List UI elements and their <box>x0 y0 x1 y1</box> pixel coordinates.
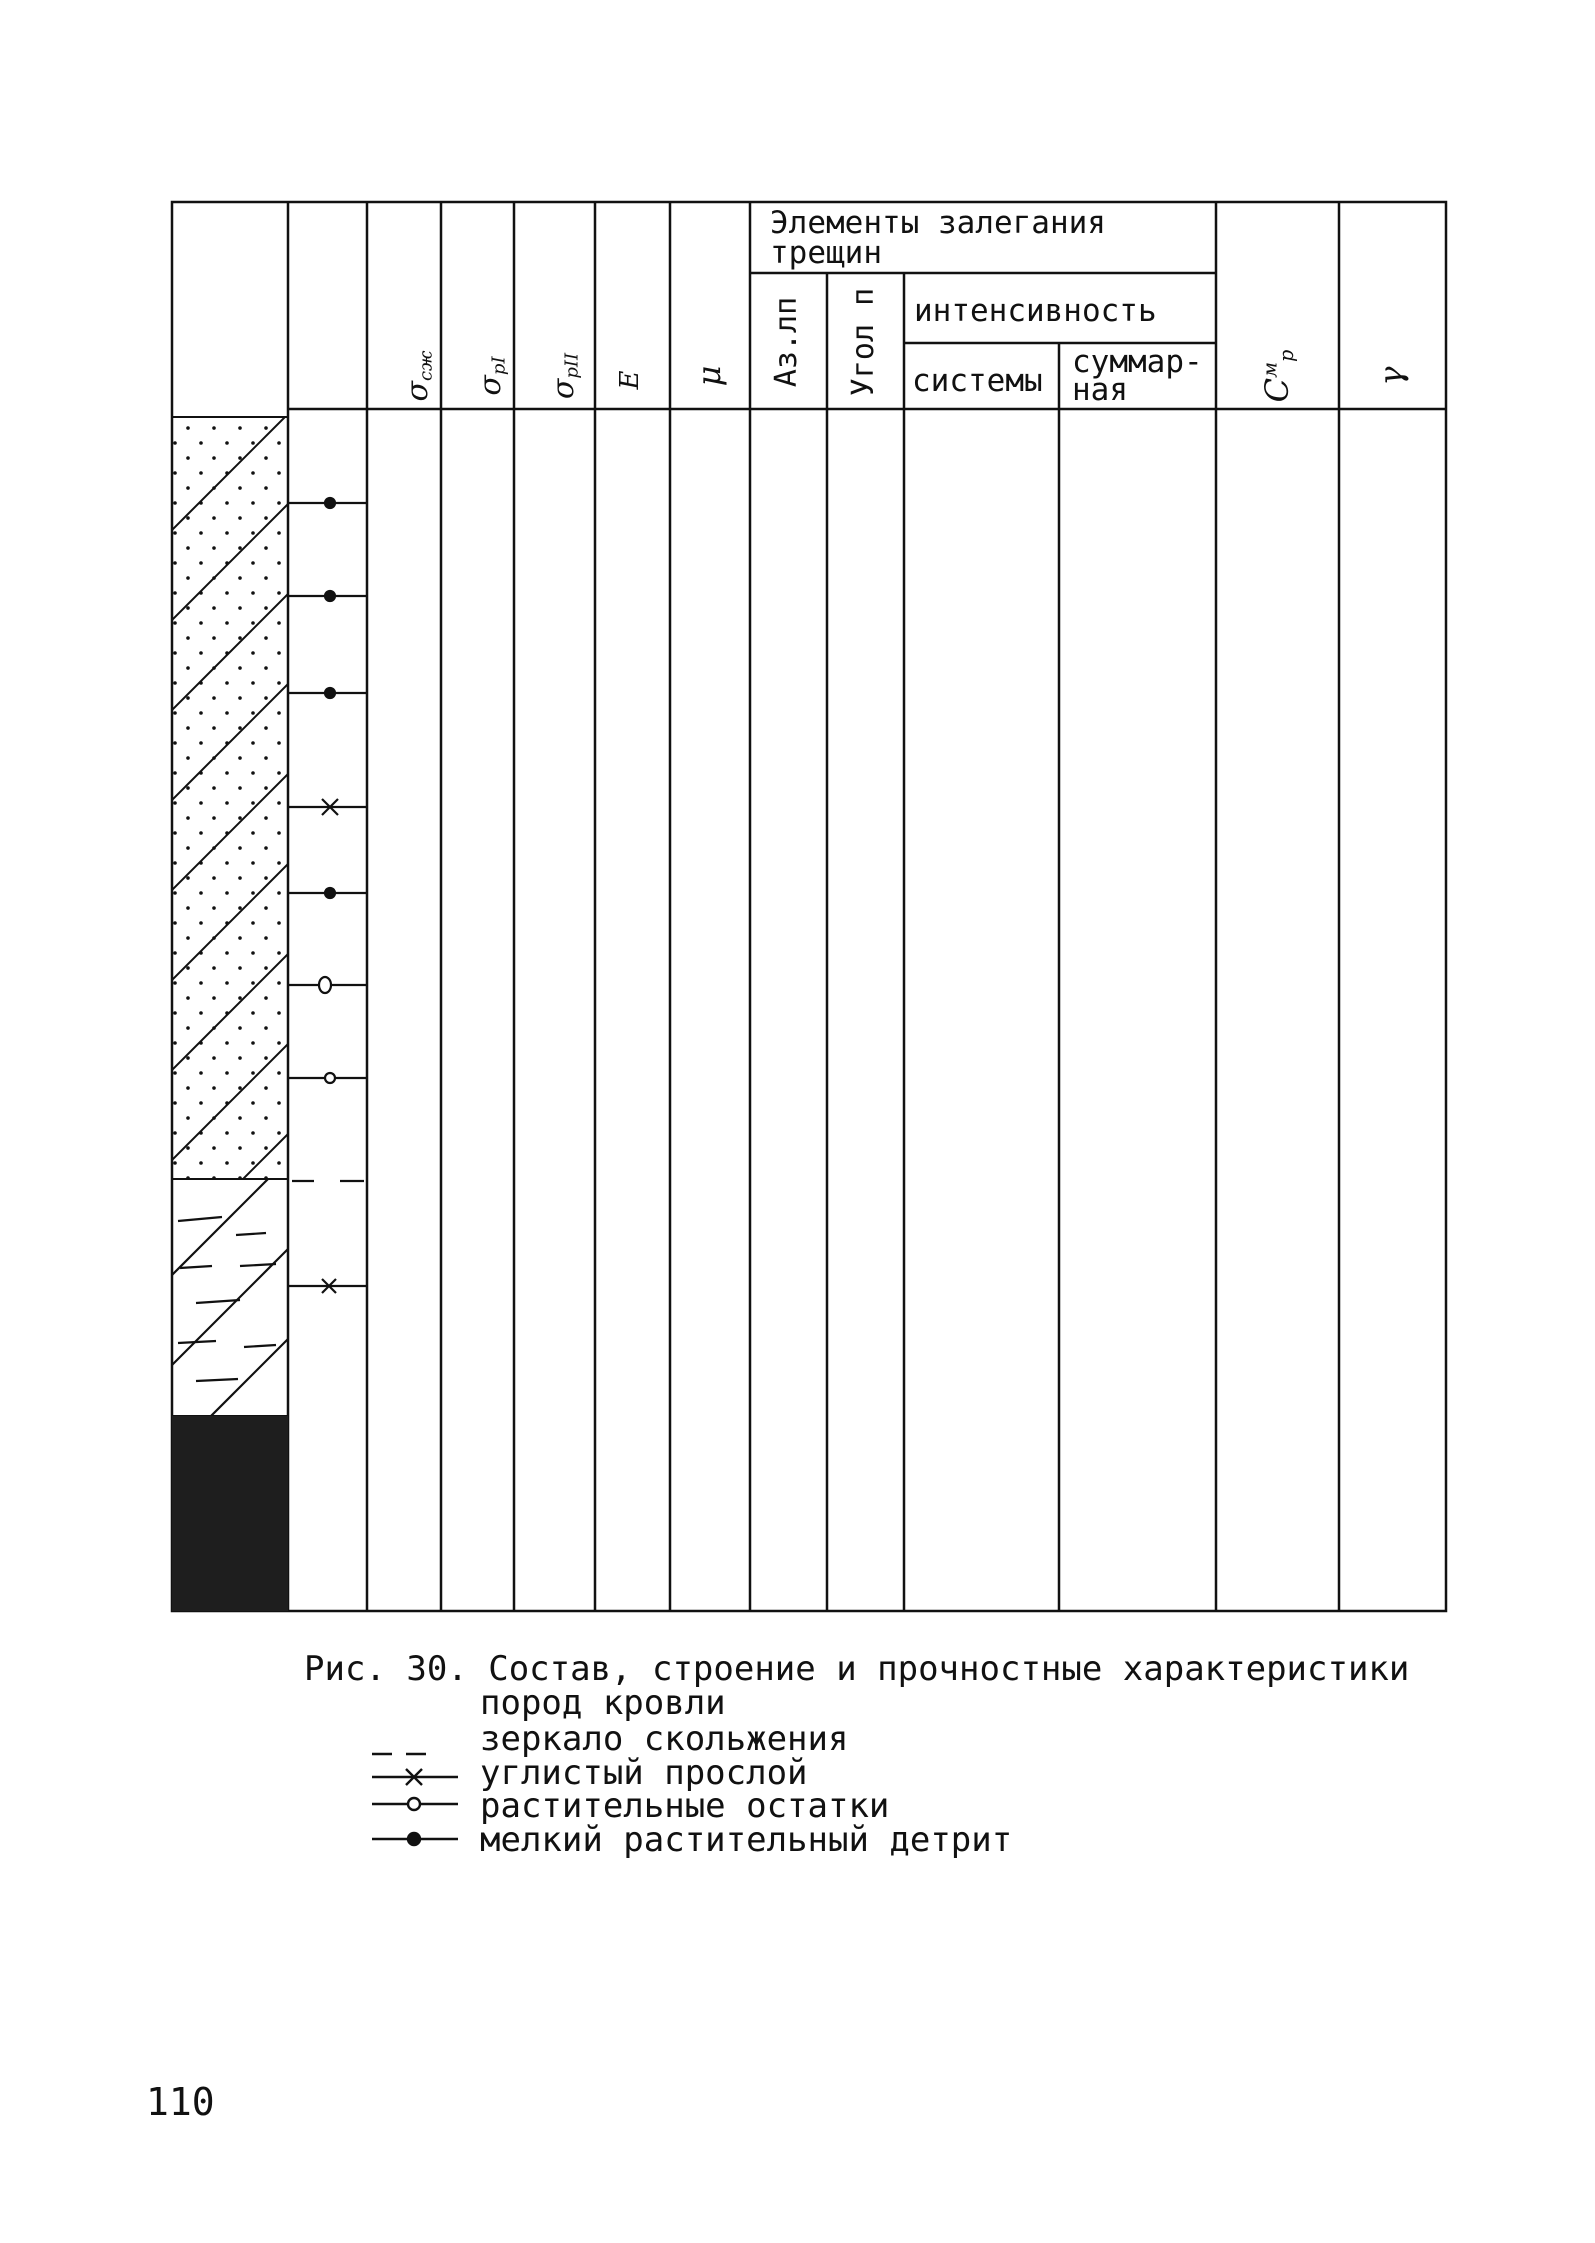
page-number: 110 <box>146 2080 215 2124</box>
header-modulus: E <box>615 370 645 390</box>
siltstone-layer <box>172 1159 288 1455</box>
header-sigma-compression: $\sigma_{сж}$ <box>400 350 437 402</box>
legend-label-slickenside: зеркало скольжения <box>480 1719 849 1759</box>
header-poisson: μ <box>690 365 728 387</box>
legend-label-plant-remains: растительные остатки <box>480 1786 890 1826</box>
legend-symbols <box>372 1754 458 1845</box>
header-fracture-elements-group: Элементы залегания трещин <box>770 205 1106 271</box>
figure-caption-line1: Рис. 30. Состав, строение и прочностные характеристики <box>304 1649 1410 1689</box>
header-intensity: интенсивность <box>914 293 1157 329</box>
header-total: суммар-ная <box>1072 344 1203 408</box>
legend-label-coaly-interlayer: углистый прослой <box>480 1753 808 1793</box>
sandstone-layer <box>172 414 288 1250</box>
column-dividers <box>288 202 1339 1611</box>
header-sigma-p1: $\sigma_{pI}$ <box>473 356 510 396</box>
coal-layer <box>172 1416 288 1611</box>
header-systems: системы <box>912 363 1043 399</box>
layer-markers <box>288 498 367 1293</box>
figure-caption-line2: пород кровли <box>480 1683 726 1723</box>
header-cohesion: $C^м_р$ <box>1258 349 1298 403</box>
table-frame <box>172 202 1446 1611</box>
header-dip-angle: Угол п <box>846 287 881 397</box>
header-sigma-p2: $\sigma_{pII}$ <box>546 352 583 400</box>
legend-label-plant-detritus: мелкий растительный детрит <box>480 1820 1013 1860</box>
header-density: γ <box>1372 366 1410 386</box>
header-azimuth: Аз.лп <box>769 296 804 388</box>
